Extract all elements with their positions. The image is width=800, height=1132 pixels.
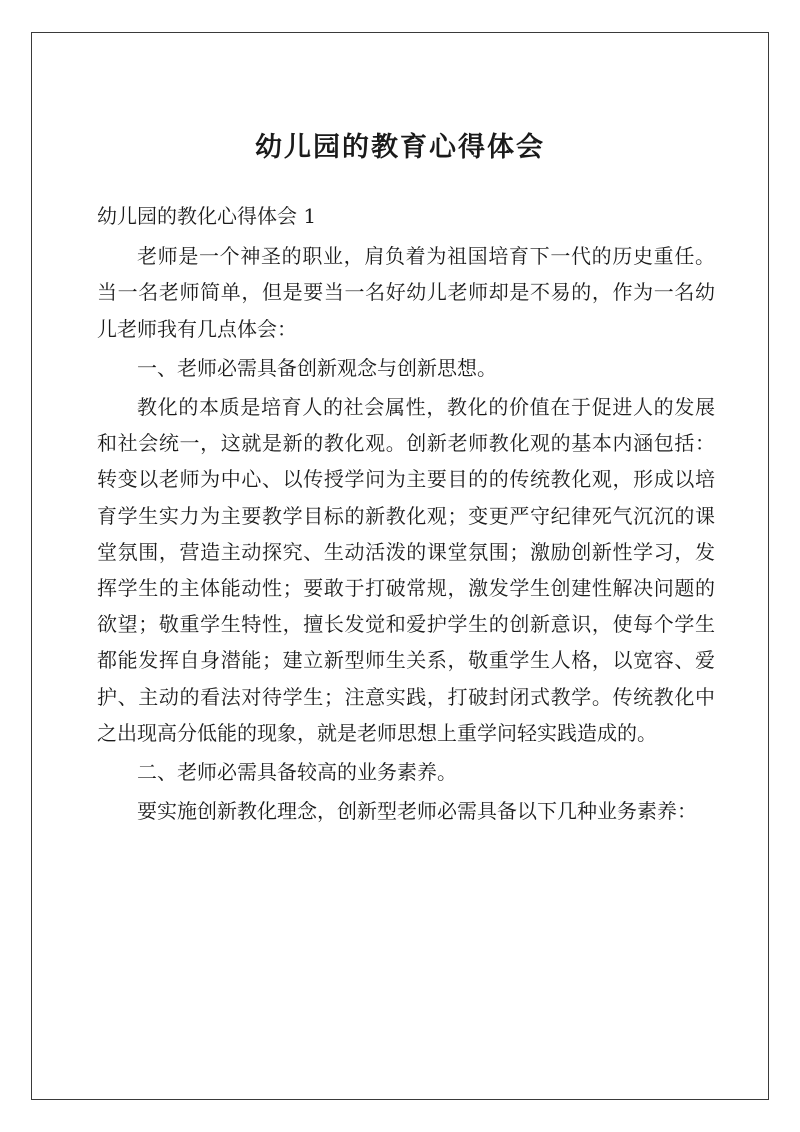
body-paragraph: 二、老师必需具备较高的业务素养。 <box>137 760 457 785</box>
body-paragraph: 一、老师必需具备创新观念与创新思想。 <box>137 355 497 380</box>
body-paragraph: 老师是一个神圣的职业，肩负着为祖国培育下一代的历史重任。当一名老师简单，但是要当一名好幼儿老师却是不易的，作为一名幼儿老师我有几点体会： <box>97 244 715 341</box>
document-title: 幼儿园的教育心得体会 <box>255 132 545 163</box>
body-paragraph: 教化的本质是培育人的社会属性，教化的价值在于促进人的发展和社会统一，这就是新的教化观。创新老师教化观的基本内涵包括：转变以老师为中心、以传授学问为主要目的的传统教化观，形成以培育学生实力为主要教学目标的新教化观；变更严守纪律死气沉沉的课堂氛围，营造主动探究、生动活泼的课堂氛围；激励创新性学习，发挥学生的主体能动性；要敢于打破常规，激发学生创建性解决问题的欲望；敬重学生特性，擅长发觉和爱护学生的创新意识，使每个学生都能发挥自身潜能；建立新型师生关系，敬重学生人格，以宽容、爱护、主动的看法对待学生；注意实践，打破封闭式教学。传统教化中之出现高分低能的现象，就是老师思想上重学问轻实践造成的。 <box>97 395 715 745</box>
section-subheading: 幼儿园的教化心得体会 1 <box>97 204 317 228</box>
body-paragraph: 要实施创新教化理念，创新型老师必需具备以下几种业务素养： <box>137 799 697 824</box>
document-body <box>97 198 715 829</box>
